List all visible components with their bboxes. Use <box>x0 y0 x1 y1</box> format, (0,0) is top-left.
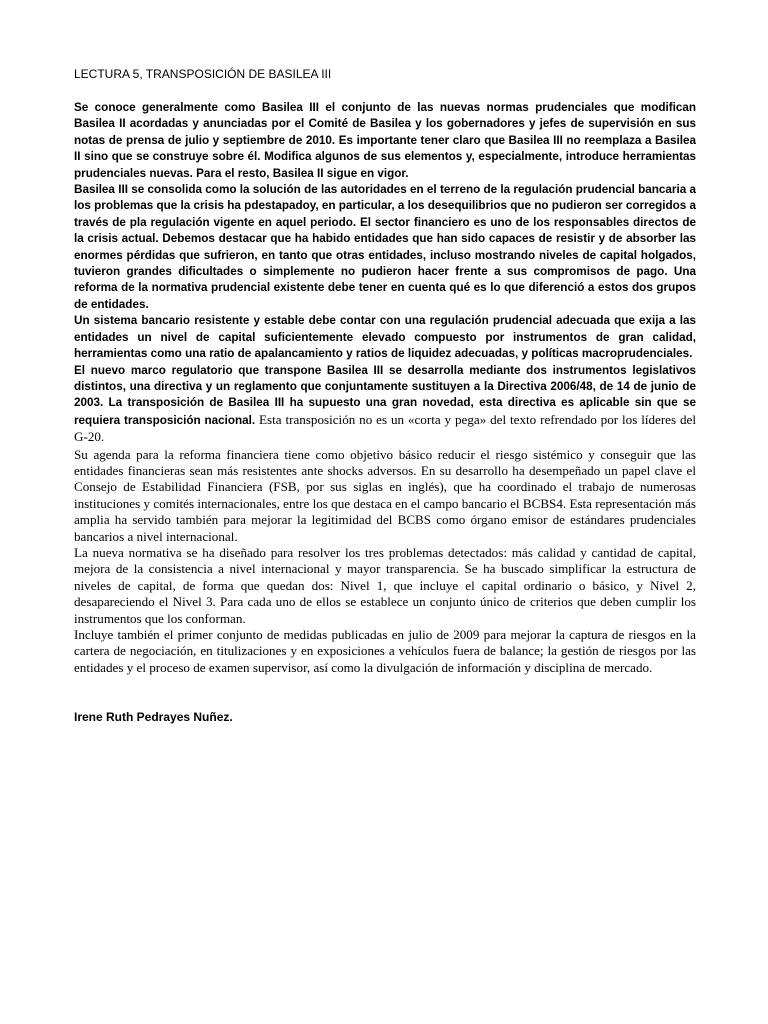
paragraph-nueva-normativa: La nueva normativa se ha diseñado para resolver los tres problemas detectados: más calidad y cantidad de capital, mejora de la consistencia a nivel internacional y mayor transparencia. Se ha buscado simplificar la estructura de niveles de capital, de forma que quedan dos: Nivel 1, que incluye el capital ordinario o básico, y Nivel 2, desapareciendo el Nivel 3. Para cada uno de ellos se establece un conjunto único de criterios que deben cumplir los instrumentos que los conforman. <box>74 544 696 626</box>
paragraph-agenda-reforma: Su agenda para la reforma financiera tiene como objetivo básico reducir el riesgo sistémico y conseguir que las entidades financieras sean más resistentes ante shocks adversos. En su desarrollo ha desempeñado un papel clave el Consejo de Estabilidad Financiera (FSB, por sus siglas en inglés), que ha coordinado el trabajo de numerosas instituciones y comités internacionales, entre los que destaca en el campo bancario el BCBS4. Esta representación más amplia ha servido también para mejorar la legitimidad del BCBS como órgano emisor de estándares prudenciales bancarios a nivel internacional. <box>74 446 696 544</box>
paragraph-medidas-2009: Incluye también el primer conjunto de medidas publicadas en julio de 2009 para mejorar la captura de riesgos en la cartera de negociación, en titulizaciones y en exposiciones a vehículos fuera de balance; la gestión de riesgos por las entidades y el proceso de examen supervisor, así como la divulgación de información y disciplina de mercado. <box>74 627 696 675</box>
paragraph-marco-regulatorio <box>74 363 696 447</box>
author-signature: Irene Ruth Pedrayes Nuñez. <box>74 710 233 725</box>
marco-regulatorio-serif-text: Esta transposición no es un «corta y pega» del texto refrendado por los líderes del G-20. <box>74 411 696 445</box>
paragraph-sistema-bancario: Un sistema bancario resistente y estable debe contar con una regulación prudencial adecuada que exija a las entidades un nivel de capital suficientemente elevado compuesto por instrumentos de gran calidad, herramientas como una ratio de apalancamiento y ratios de liquidez adecuadas, y políticas macroprudenciales. <box>74 314 696 361</box>
paragraph-basilea-intro: Se conoce generalmente como Basilea III el conjunto de las nuevas normas prudenciales que modifican Basilea II acordadas y anunciadas por el Comité de Basilea y los gobernadores y jefes de supervisión en sus notas de prensa de julio y septiembre de 2010. Es importante tener claro que Basilea III no reemplaza a Basilea II sino que se construye sobre él. Modifica algunos de sus elementos y, especialmente, introduce herramientas prudenciales nuevas. Para el resto, Basilea II sigue en vigor. <box>74 101 696 180</box>
document-body <box>74 66 696 725</box>
document-title: LECTURA 5, TRANSPOSICIÓN DE BASILEA III <box>74 67 332 81</box>
marco-regulatorio-sans-text: El nuevo marco regulatorio que transpone Basilea III se desarrolla mediante dos instrumentos legislativos distintos, una directiva y un reglamento que conjuntamente sustituyen a la Directiva 2006/48, de 14 de junio de 2003. La transposición de Basilea III ha supuesto una gran novedad, esta directiva es aplicable sin que se requiera transposición nacional. <box>74 363 696 427</box>
paragraph-crisis: Basilea III se consolida como la solución de las autoridades en el terreno de la regulación prudencial bancaria a los problemas que la crisis ha pdestapadoy, en particular, a los desequilibrios que no pudieron ser corregidos a través de pla regulación vigente en aquel periodo. El sector financiero es uno de los responsables directos de la crisis actual. Debemos destacar que ha habido entidades que han sido capaces de resistir y de absorber las enormes pérdidas que sufrieron, en tanto que otras entidades, incluso mostrando niveles de capital holgados, tuvieron grandes dificultades o simplemente no pudieron hacer frente a sus compromisos de pago. Una reforma de la normativa prudencial existente debe tener en cuenta qué es lo que diferenció a estos dos grupos de entidades. <box>74 183 696 311</box>
